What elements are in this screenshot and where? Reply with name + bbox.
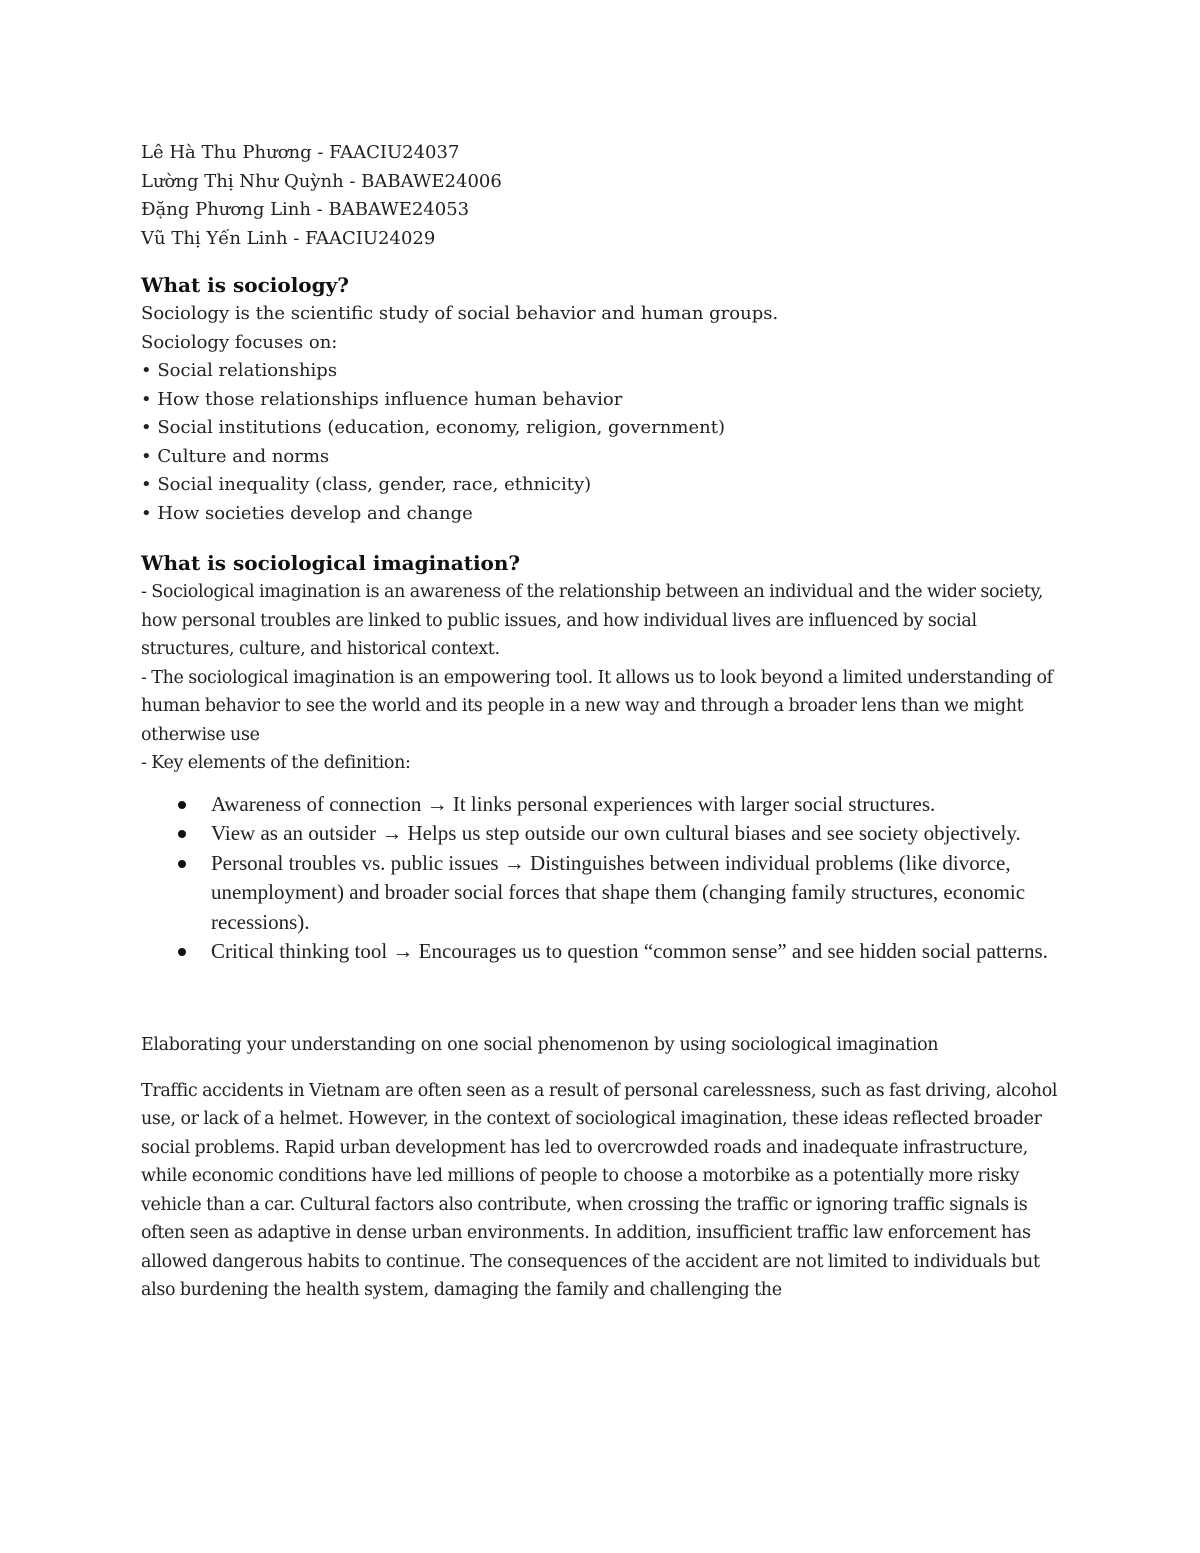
- key-elements-list: [141, 790, 1061, 967]
- key-element-text: Critical thinking tool → Encourages us to question “common sense” and see hidden social patterns.: [211, 939, 1048, 963]
- bullet-icon: [178, 860, 186, 868]
- bullet-icon: [178, 801, 186, 809]
- focus-item: • Social institutions (education, economy, religion, government): [141, 417, 725, 438]
- focus-item: • How societies develop and change: [141, 502, 473, 524]
- elaboration-title: Elaborating your understanding on one social phenomenon by using sociological imagination: [141, 1034, 939, 1055]
- imagination-section-body: [141, 578, 1061, 967]
- definition-line: Sociology is the scientific study of social behavior and human groups.: [141, 303, 779, 324]
- author-line: Lê Hà Thu Phương - FAACIU24037: [141, 142, 460, 163]
- author-line: Đặng Phương Linh - BABAWE24053: [141, 199, 470, 220]
- bullet-icon: [178, 830, 186, 838]
- focus-item: • Culture and norms: [141, 445, 330, 467]
- section-heading-sociological-imagination: What is sociological imagination?: [141, 551, 521, 575]
- author-line: Lường Thị Như Quỳnh - BABAWE24006: [141, 170, 502, 192]
- key-element-item: [141, 819, 1061, 849]
- sociology-section-body: [141, 300, 1061, 528]
- imagination-paragraph: - The sociological imagination is an empowering tool. It allows us to look beyond a limited understanding of human behavior to see the world and its people in a new way and through a broader lens than we might otherwise use: [141, 667, 1053, 745]
- key-element-text: Awareness of connection → It links personal experiences with larger social structures.: [211, 791, 936, 816]
- key-elements-intro: - Key elements of the definition:: [141, 753, 411, 773]
- bullet-icon: [178, 948, 186, 956]
- key-element-item: [141, 849, 1061, 938]
- key-element-text: View as an outsider → Helps us step outside our own cultural biases and see society objectively.: [211, 821, 1021, 845]
- focus-intro-line: Sociology focuses on:: [141, 331, 338, 353]
- focus-item: • Social inequality (class, gender, race, ethnicity): [141, 474, 592, 495]
- document-content: [141, 139, 1061, 1322]
- focus-item: • Social relationships: [141, 360, 338, 381]
- focus-item: • How those relationships influence human behavior: [141, 388, 623, 410]
- key-element-text: Personal troubles vs. public issues → Distinguishes between individual problems (like divorce, unemployment) and broader social forces that shape them (changing family structures, economic recessions).: [211, 850, 1026, 934]
- key-element-item: [141, 937, 1061, 967]
- traffic-accidents-paragraph: Traffic accidents in Vietnam are often seen as a result of personal carelessness, such as fast driving, alcohol use, or lack of a helmet. However, in the context of sociological imagination, these ideas reflected broader social problems. Rapid urban development has led to overcrowded roads and inadequate infrastructure, while economic conditions have led millions of people to choose a motorbike as a potentially more risky vehicle than a car. Cultural factors also contribute, when crossing the traffic or ignoring traffic signals is often seen as adaptive in dense urban environments. In addition, insufficient traffic law enforcement has allowed dangerous habits to continue. The consequences of the accident are not limited to individuals but also burdening the health system, damaging the family and challenging the: [141, 1080, 1058, 1300]
- author-list: [141, 139, 1061, 253]
- key-element-item: [141, 790, 1061, 820]
- imagination-paragraph: - Sociological imagination is an awareness of the relationship between an individual and the wider society, how personal troubles are linked to public issues, and how individual lives are influenced by social structures, culture, and historical context.: [141, 582, 1043, 659]
- author-line: Vũ Thị Yến Linh - FAACIU24029: [141, 227, 436, 249]
- section-heading-sociology: What is sociology?: [141, 273, 349, 297]
